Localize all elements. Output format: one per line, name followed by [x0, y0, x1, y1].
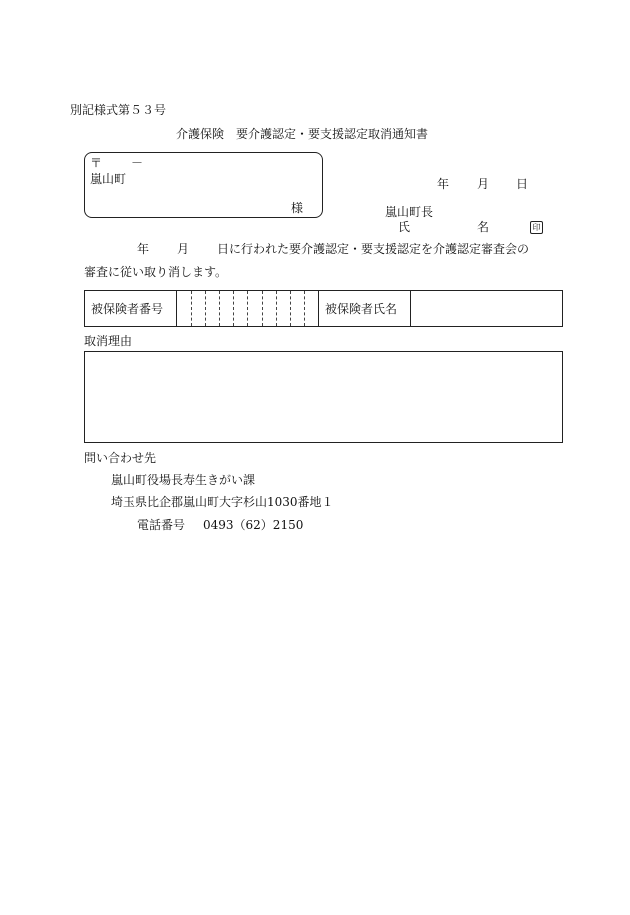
body-year: 年 — [137, 242, 150, 256]
date-year: 年 — [437, 177, 450, 191]
insured-name-field[interactable] — [411, 291, 562, 326]
postal-dash: － — [131, 156, 144, 170]
date-day: 日 — [516, 177, 529, 191]
contact-phone-label: 電話番号 — [137, 518, 186, 532]
insured-number-digit-cell[interactable] — [191, 291, 205, 326]
reason-field[interactable] — [84, 351, 563, 443]
date-month: 月 — [477, 177, 490, 191]
recipient-honorific: 様 — [291, 201, 304, 215]
insured-number-digit-cell[interactable] — [262, 291, 276, 326]
insured-number-digit-cell[interactable] — [304, 291, 318, 326]
form-number: 別記様式第５３号 — [70, 103, 167, 117]
issuer-title: 嵐山町長 — [385, 205, 434, 219]
address-box — [84, 152, 323, 218]
body-text-line2: 審査に従い取り消します。 — [84, 265, 228, 279]
body-month: 月 — [177, 242, 190, 256]
document-title: 介護保険 要介護認定・要支援認定取消通知書 — [176, 127, 429, 141]
insured-number-field[interactable] — [177, 291, 319, 326]
insured-number-digit-cell[interactable] — [205, 291, 219, 326]
postal-mark: 〒 — [90, 156, 103, 170]
insured-number-digit-cell[interactable] — [219, 291, 233, 326]
insured-number-digit-cell[interactable] — [276, 291, 290, 326]
insured-info-table — [84, 290, 563, 327]
contact-address: 埼玉県比企郡嵐山町大字杉山1030番地１ — [111, 495, 334, 509]
insured-number-digit-cell[interactable] — [247, 291, 261, 326]
issuer-name-label-1: 氏 — [398, 220, 411, 234]
contact-label: 問い合わせ先 — [84, 451, 157, 465]
contact-department: 嵐山町役場長寿生きがい課 — [111, 473, 256, 487]
contact-phone: 0493（62）2150 — [203, 518, 304, 532]
insured-number-digit-cell[interactable] — [233, 291, 247, 326]
insured-name-label: 被保険者氏名 — [319, 291, 411, 326]
issuer-name-label-2: 名 — [477, 220, 490, 234]
reason-label: 取消理由 — [84, 334, 133, 348]
official-seal-mark: 印 — [530, 221, 543, 234]
body-text-line1: 日に行われた要介護認定・要支援認定を介護認定審査会の — [217, 242, 530, 256]
insured-number-digit-cell[interactable] — [290, 291, 304, 326]
address-town: 嵐山町 — [90, 172, 127, 186]
insured-number-label: 被保険者番号 — [85, 291, 177, 326]
insured-number-digit-cell[interactable] — [177, 291, 191, 326]
